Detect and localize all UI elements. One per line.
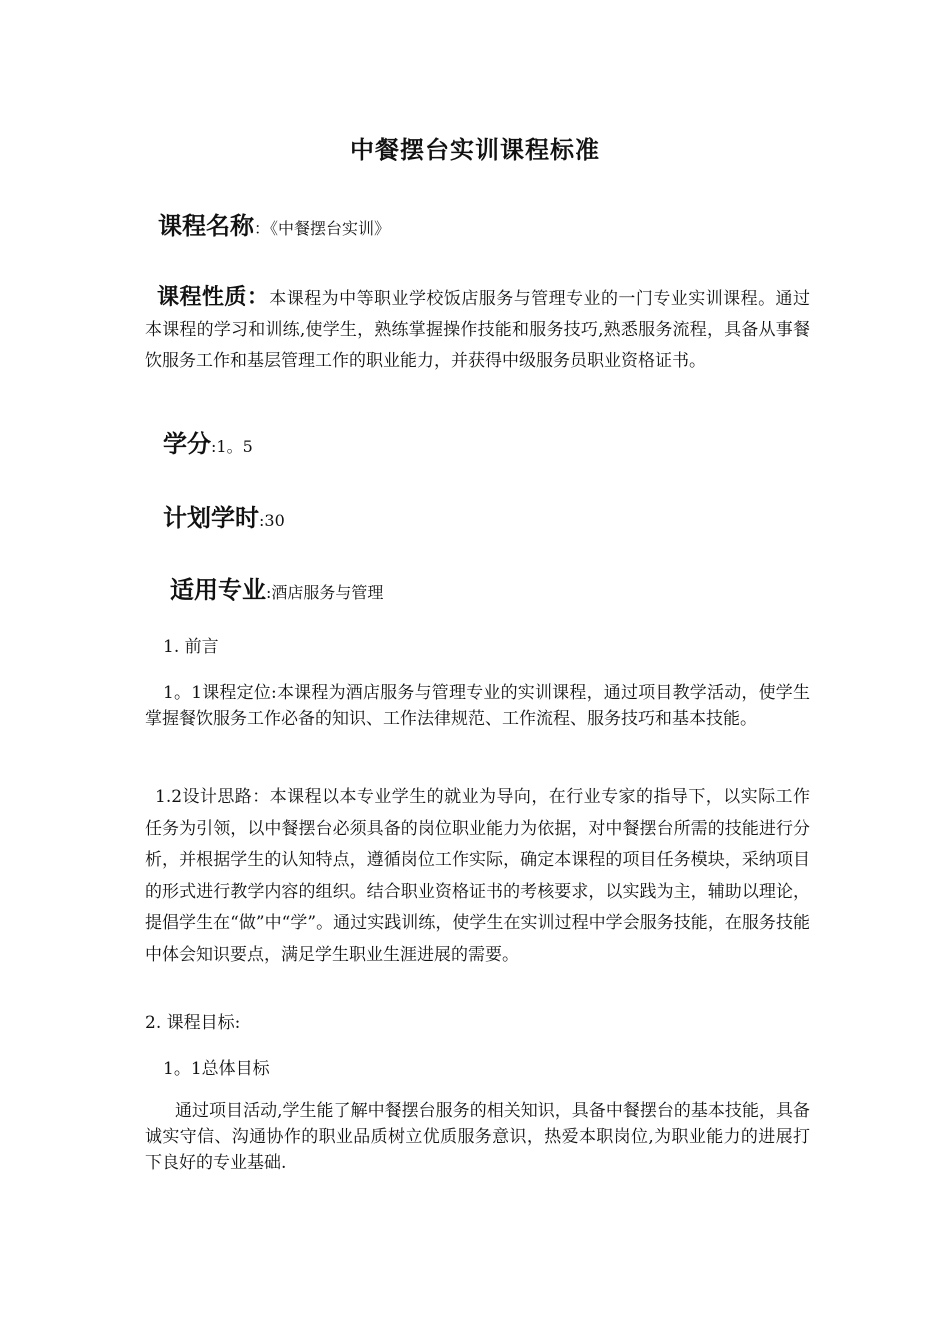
section-1-1-paragraph: 1。1课程定位:本课程为酒店服务与管理专业的实训课程，通过项目教学活动，使学生掌握餐饮服务工作必备的知识、工作法律规范、工作流程、服务技巧和基本技能。 <box>145 683 810 729</box>
hours-label: 计划学时 <box>163 504 259 532</box>
course-name-value: 《中餐摆台实训》 <box>270 219 391 238</box>
hours-field <box>163 498 285 533</box>
hours-value: :30 <box>259 511 285 530</box>
document-title: 中餐摆台实训课程标准 <box>350 136 600 164</box>
section-1-2-paragraph: 1.2设计思路：本课程以本专业学生的就业为导向，在行业专家的指导下，以实际工作任务为引领，以中餐摆台必须具备的岗位职业能力为依据，对中餐摆台所需的技能进行分析，并根据学生的认知特点，遵循岗位工作实际，确定本课程的项目任务模块，采纳项目的形式进行教学内容的组织。结合职业资格证书的考核要求，以实践为主，辅助以理论，提倡学生在“做”中“学”。通过实践训练，使学生在实训过程中学会服务技能，在服务技能中体会知识要点，满足学生职业生涯进展的需要。 <box>145 787 810 965</box>
section-2-heading: 2. 课程目标: <box>145 1013 241 1033</box>
credit-label: 学分 <box>163 430 211 458</box>
major-label: 适用专业 <box>170 576 266 604</box>
course-nature-text: 本课程为中等职业学校饭店服务与管理专业的一门专业实训课程。通过本课程的学习和训练,使学生，熟练掌握操作技能和服务技巧,熟悉服务流程，具备从事餐饮服务工作和基层管理工作的职业能力，并获得中级服务员职业资格证书。 <box>145 289 810 371</box>
credit-value: :1。5 <box>211 437 253 456</box>
major-field <box>170 570 383 605</box>
course-name-label: 课程名称 <box>158 212 254 240</box>
section-1-heading: 1. 前言 <box>163 637 219 657</box>
course-nature-label: 课程性质： <box>157 285 270 310</box>
course-name-field <box>158 206 390 241</box>
section-2-1-heading: 1。1总体目标 <box>163 1059 270 1079</box>
major-value: :酒店服务与管理 <box>266 583 384 602</box>
section-2-1-paragraph: 通过项目活动,学生能了解中餐摆台服务的相关知识，具备中餐摆台的基本技能，具备诚实守信、沟通协作的职业品质树立优质服务意识，热爱本职岗位,为职业能力的进展打下良好的专业基础. <box>145 1101 810 1173</box>
course-nature-paragraph <box>145 282 810 377</box>
course-name-separator: ： <box>254 219 271 238</box>
credit-field <box>163 424 253 459</box>
